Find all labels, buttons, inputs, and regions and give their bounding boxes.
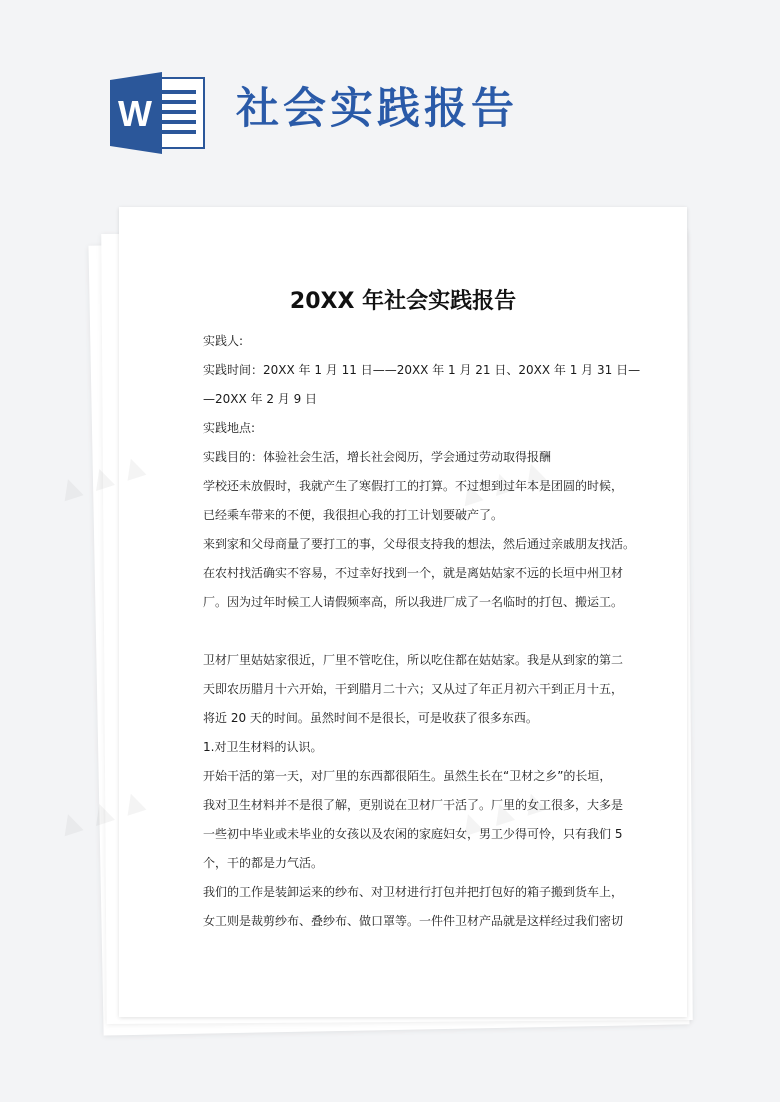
paragraph-line: 已经乘车带来的不便，我很担心我的打工计划要破产了。 [203,508,504,522]
paragraph-line: 实践时间：20XX 年 1 月 11 日——20XX 年 1 月 21 日、20XX 年 1 月 31 日— [203,363,641,377]
watermark: ▲ ▲ [56,784,150,840]
paragraph-line: 学校还未放假时，我就产生了寒假打工的打算。不过想到过年本是团圆的时候， [203,479,624,493]
paragraph-line: 将近 20 天的时间。虽然时间不是很长，可是收获了很多东西。 [203,711,538,725]
paragraph-line: 来到家和父母商量了要打工的事，父母很支持我的想法，然后通过亲戚朋友找活。 [203,537,636,551]
document-page [56,207,687,1017]
watermark: ▲ ▲ [56,449,150,505]
document-title: 20XX 年社会实践报告 [289,289,517,314]
paragraph-line: 实践地点: [203,421,256,435]
paragraph-line: 实践目的：体验社会生活，增长社会阅历，学会通过劳动取得报酬 [203,450,552,464]
watermark: ▲ ▲ ▲ [456,454,550,510]
paragraph-line: 厂。因为过年时候工人请假频率高，所以我进厂成了一名临时的打包、搬运工。 [203,595,624,609]
paragraph-line: 天即农历腊月十六开始，干到腊月二十六；又从过了年正月初六干到正月十五， [203,682,624,696]
watermark: ▲ ▲ ▲ [456,784,550,840]
paragraph-line: 个，干的都是力气活。 [203,856,324,870]
document-body [203,327,641,936]
paragraph-line: —20XX 年 2 月 9 日 [203,392,318,406]
paragraph-line: 卫材厂里姑姑家很近，厂里不管吃住，所以吃住都在姑姑家。我是从到家的第二 [203,653,624,667]
header-title: 社会实践报告 [236,84,518,134]
paragraph-spacer [203,617,605,646]
paragraph-line: 1.对卫生材料的认识。 [203,740,323,754]
paragraph-line: 女工则是裁剪纱布、叠纱布、做口罩等。一件件卫材产品就是这样经过我们密切 [203,914,624,928]
paragraph-line: 我对卫生材料并不是很了解，更别说在卫材厂干活了。厂里的女工很多，大多是 [203,798,624,812]
word-icon [110,72,206,154]
paragraph-line: 一些初中毕业或未毕业的女孩以及农闲的家庭妇女，男工少得可怜，只有我们 5 [203,827,623,841]
word-logo-letter: W [118,93,152,134]
paragraph-line: 开始干活的第一天，对厂里的东西都很陌生。虽然生长在“卫材之乡”的长垣， [203,769,612,783]
header [0,0,780,200]
paragraph-line: 我们的工作是装卸运来的纱布、对卫材进行打包并把打包好的箱子搬到货车上， [203,885,624,899]
paragraph-line: 在农村找活确实不容易，不过幸好找到一个，就是离姑姑家不远的长垣中州卫材 [203,566,624,580]
paragraph-line: 实践人: [203,334,244,348]
